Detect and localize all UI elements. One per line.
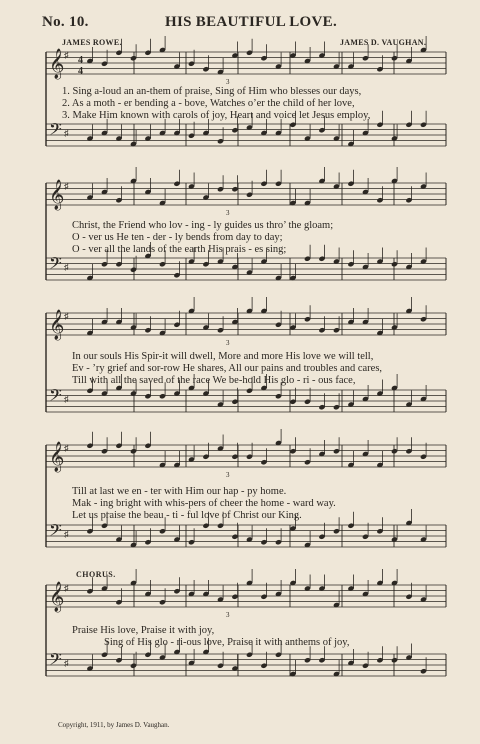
treble-clef-icon: 𝄞 — [49, 310, 65, 340]
measure-number: 3 — [226, 611, 230, 619]
treble-clef-icon: 𝄞 — [49, 582, 65, 612]
hymn-title: HIS BEAUTIFUL LOVE. — [165, 14, 337, 30]
measure-number: 3 — [226, 209, 230, 217]
lyric-line-s3-v2: Ev - ’ry grief and sor-row He shares, All our pains and troubles and cares, — [72, 363, 383, 374]
lyric-line-s4-v2: Mak - ing bright with whis-pers of cheer the home - ward way. — [72, 498, 336, 509]
lyric-line-s3-v3: Till with all the saved of the race We be-hold His glo - ri - ous face, — [72, 375, 356, 386]
lyric-line-s2-v3: O - ver all the lands of the earth His prais - es sing; — [72, 244, 287, 255]
lyric-line-s1-v1: 1. Sing a-loud an an-them of praise, Sing of Him who blesses our days, — [62, 86, 362, 97]
key-signature-icon: ♯ — [64, 394, 69, 404]
lyric-line-s2-v1: Christ, the Friend who lov - ing - ly guides us thro’ the gloam; — [72, 220, 334, 231]
treble-clef-icon: 𝄞 — [49, 49, 65, 79]
bass-clef-icon: 𝄢 — [49, 119, 62, 143]
measure-number: 3 — [226, 78, 230, 86]
measure-number: 3 — [226, 339, 230, 347]
key-signature-icon: ♯ — [64, 583, 69, 593]
lyric-line-s2-v2: O - ver us He ten - der - ly bends from day to day; — [72, 232, 283, 243]
key-signature-icon: ♯ — [64, 658, 69, 668]
bass-clef-icon: 𝄢 — [49, 253, 62, 277]
hymn-number: No. 10. — [42, 14, 89, 30]
key-signature-icon: ♯ — [64, 529, 69, 539]
lyric-line-s1-v3: 3. Make Him known with carols of joy, Heart and voice let Jesus employ, — [62, 110, 371, 121]
bass-clef-icon: 𝄢 — [49, 385, 62, 409]
treble-clef-icon: 𝄞 — [49, 180, 65, 210]
music-credit: JAMES D. VAUGHAN. — [340, 38, 427, 47]
key-signature-icon: ♯ — [64, 311, 69, 321]
lyric-line-s3-v1: In our souls His Spir-it will dwell, More and more His love we will tell, — [72, 351, 374, 362]
copyright-notice: Copyright, 1911, by James D. Vaughan. — [58, 721, 170, 729]
bass-clef-icon: 𝄢 — [49, 649, 62, 673]
bass-clef-icon: 𝄢 — [49, 520, 62, 544]
measure-number: 3 — [226, 471, 230, 479]
lyric-line-s4-v3: Let us praise the beau - ti - ful love of Christ our King. — [72, 510, 302, 521]
time-signature: 4 — [78, 66, 83, 77]
key-signature-icon: ♯ — [64, 181, 69, 191]
lyric-line-s1-v2: 2. As a moth - er bending a - bove, Watches o’er the child of her love, — [62, 98, 355, 109]
treble-clef-icon: 𝄞 — [49, 442, 65, 472]
time-signature: 4 — [78, 55, 83, 66]
key-signature-icon: ♯ — [64, 262, 69, 272]
lyric-line-chorus-1: Praise His love, Praise it with joy, — [72, 625, 215, 636]
words-credit: JAMES ROWE. — [62, 38, 122, 47]
key-signature-icon: ♯ — [64, 443, 69, 453]
lyric-line-chorus-2: Sing of His glo - ri-ous love, Praise it with anthems of joy, — [104, 637, 350, 648]
lyric-line-s4-v1: Till at last we en - ter with Him our hap - py home. — [72, 486, 287, 497]
chorus-label: CHORUS. — [76, 570, 116, 579]
key-signature-icon: ♯ — [64, 50, 69, 60]
key-signature-icon: ♯ — [64, 128, 69, 138]
